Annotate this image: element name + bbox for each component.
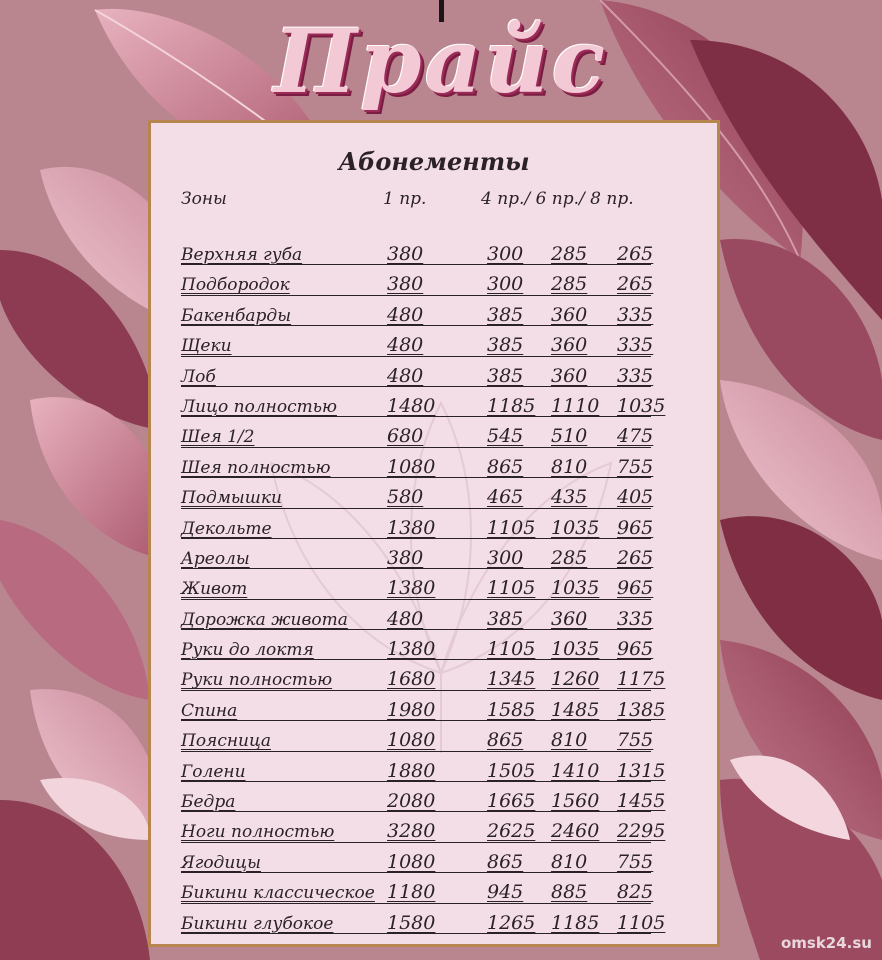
zone-name: Руки полностью bbox=[181, 670, 333, 691]
price-8: 405 bbox=[617, 486, 654, 509]
price-single: 1380 bbox=[387, 577, 436, 600]
price-8: 1175 bbox=[617, 668, 666, 691]
price-4: 1105 bbox=[487, 516, 536, 539]
price-8: 825 bbox=[617, 881, 654, 904]
price-4: 1105 bbox=[487, 638, 536, 661]
price-6: 285 bbox=[551, 273, 588, 296]
price-8: 1035 bbox=[617, 394, 666, 417]
price-6: 1560 bbox=[551, 790, 600, 813]
price-6: 360 bbox=[551, 303, 588, 326]
price-4: 1585 bbox=[487, 698, 536, 721]
price-6: 360 bbox=[551, 334, 588, 357]
price-8: 1315 bbox=[617, 759, 666, 782]
price-6: 510 bbox=[551, 425, 588, 448]
price-row bbox=[151, 697, 717, 727]
price-4: 300 bbox=[487, 273, 524, 296]
price-4: 1665 bbox=[487, 790, 536, 813]
price-row bbox=[151, 423, 717, 453]
section-title: Абонементы bbox=[338, 147, 530, 176]
price-6: 1260 bbox=[551, 668, 600, 691]
price-8: 755 bbox=[617, 729, 654, 752]
price-6: 1185 bbox=[551, 911, 600, 934]
price-8: 965 bbox=[617, 577, 654, 600]
price-single: 2080 bbox=[387, 790, 436, 813]
price-8: 755 bbox=[617, 850, 654, 873]
zone-name: Дорожка живота bbox=[181, 609, 348, 630]
price-row bbox=[151, 363, 717, 393]
price-6: 1035 bbox=[551, 516, 600, 539]
price-single: 380 bbox=[387, 243, 424, 265]
price-4: 865 bbox=[487, 850, 524, 873]
price-row bbox=[151, 302, 717, 332]
price-8: 335 bbox=[617, 364, 654, 387]
price-single: 3280 bbox=[387, 820, 436, 843]
price-list bbox=[151, 241, 717, 940]
price-6: 2460 bbox=[551, 820, 600, 843]
site-watermark: omsk24.su bbox=[780, 934, 872, 952]
price-4: 385 bbox=[487, 607, 524, 630]
price-row bbox=[151, 393, 717, 423]
header-subscriptions: 4 пр./ 6 пр./ 8 пр. bbox=[481, 189, 634, 209]
price-row bbox=[151, 241, 717, 271]
price-6: 810 bbox=[551, 850, 588, 873]
price-6: 885 bbox=[551, 881, 588, 904]
header-single: 1 пр. bbox=[383, 189, 427, 209]
zone-name: Голени bbox=[181, 761, 246, 782]
price-single: 480 bbox=[387, 364, 424, 387]
zone-name: Ноги полностью bbox=[181, 822, 335, 843]
zone-name: Шея полностью bbox=[181, 457, 331, 478]
price-row bbox=[151, 575, 717, 605]
price-4: 385 bbox=[487, 303, 524, 326]
page-title: Прайс bbox=[273, 9, 609, 113]
price-single: 1980 bbox=[387, 698, 436, 721]
price-row bbox=[151, 271, 717, 301]
zone-name: Декольте bbox=[181, 518, 272, 539]
price-4: 1345 bbox=[487, 668, 536, 691]
zone-name: Живот bbox=[181, 579, 248, 600]
price-6: 1035 bbox=[551, 638, 600, 661]
zone-name: Руки до локтя bbox=[181, 640, 314, 661]
zone-name: Спина bbox=[181, 700, 238, 721]
price-6: 285 bbox=[551, 546, 588, 569]
price-8: 335 bbox=[617, 607, 654, 630]
zone-name: Ареолы bbox=[181, 548, 250, 569]
price-4: 385 bbox=[487, 364, 524, 387]
zone-name: Подмышки bbox=[181, 488, 282, 509]
price-single: 1080 bbox=[387, 850, 436, 873]
price-row bbox=[151, 758, 717, 788]
price-4: 385 bbox=[487, 334, 524, 357]
price-row bbox=[151, 788, 717, 818]
price-row bbox=[151, 545, 717, 575]
price-6: 1410 bbox=[551, 759, 600, 782]
price-4: 2625 bbox=[487, 820, 536, 843]
price-single: 580 bbox=[387, 486, 424, 509]
price-single: 1080 bbox=[387, 455, 436, 478]
zone-name: Бедра bbox=[181, 792, 236, 813]
price-6: 810 bbox=[551, 729, 588, 752]
price-row bbox=[151, 454, 717, 484]
price-4: 865 bbox=[487, 455, 524, 478]
price-single: 1180 bbox=[387, 881, 436, 904]
price-4: 1505 bbox=[487, 759, 536, 782]
price-8: 755 bbox=[617, 455, 654, 478]
price-4: 545 bbox=[487, 425, 524, 448]
zone-name: Бакенбарды bbox=[181, 305, 292, 326]
price-6: 1485 bbox=[551, 698, 600, 721]
price-4: 1185 bbox=[487, 394, 536, 417]
price-single: 480 bbox=[387, 303, 424, 326]
zone-name: Лицо полностью bbox=[181, 396, 337, 417]
price-6: 360 bbox=[551, 364, 588, 387]
price-row bbox=[151, 910, 717, 940]
price-single: 480 bbox=[387, 334, 424, 357]
price-single: 1680 bbox=[387, 668, 436, 691]
price-single: 1380 bbox=[387, 638, 436, 661]
price-6: 285 bbox=[551, 243, 588, 265]
zone-name: Бикини классическое bbox=[181, 883, 375, 904]
price-4: 465 bbox=[487, 486, 524, 509]
price-8: 265 bbox=[617, 273, 654, 296]
price-single: 380 bbox=[387, 546, 424, 569]
price-8: 1385 bbox=[617, 698, 666, 721]
price-6: 360 bbox=[551, 607, 588, 630]
zone-name: Щеки bbox=[181, 336, 232, 357]
price-row bbox=[151, 515, 717, 545]
price-8: 335 bbox=[617, 334, 654, 357]
price-8: 2295 bbox=[617, 820, 666, 843]
price-4: 1265 bbox=[487, 911, 536, 934]
zone-name: Ягодицы bbox=[181, 852, 261, 873]
price-row bbox=[151, 484, 717, 514]
price-6: 810 bbox=[551, 455, 588, 478]
price-single: 1880 bbox=[387, 759, 436, 782]
price-8: 1455 bbox=[617, 790, 666, 813]
price-4: 300 bbox=[487, 243, 524, 265]
price-8: 335 bbox=[617, 303, 654, 326]
price-row bbox=[151, 727, 717, 757]
price-6: 1035 bbox=[551, 577, 600, 600]
price-8: 1105 bbox=[617, 911, 666, 934]
price-8: 265 bbox=[617, 243, 654, 265]
price-4: 1105 bbox=[487, 577, 536, 600]
price-4: 945 bbox=[487, 881, 524, 904]
zone-name: Верхняя губа bbox=[181, 245, 303, 265]
price-6: 1110 bbox=[551, 394, 600, 417]
zone-name: Подбородок bbox=[181, 275, 290, 296]
price-6: 435 bbox=[551, 486, 588, 509]
price-single: 1580 bbox=[387, 911, 436, 934]
price-card bbox=[148, 120, 720, 947]
price-single: 1380 bbox=[387, 516, 436, 539]
price-8: 965 bbox=[617, 516, 654, 539]
zone-name: Лоб bbox=[181, 366, 216, 387]
price-single: 1480 bbox=[387, 394, 436, 417]
price-row bbox=[151, 849, 717, 879]
price-single: 480 bbox=[387, 607, 424, 630]
price-4: 865 bbox=[487, 729, 524, 752]
zone-name: Бикини глубокое bbox=[181, 913, 334, 934]
price-single: 380 bbox=[387, 273, 424, 296]
price-row bbox=[151, 636, 717, 666]
price-row bbox=[151, 879, 717, 909]
price-row bbox=[151, 606, 717, 636]
price-4: 300 bbox=[487, 546, 524, 569]
price-8: 965 bbox=[617, 638, 654, 661]
price-single: 1080 bbox=[387, 729, 436, 752]
price-row bbox=[151, 818, 717, 848]
header-zones: Зоны bbox=[181, 189, 227, 209]
price-8: 265 bbox=[617, 546, 654, 569]
price-row bbox=[151, 332, 717, 362]
zone-name: Поясница bbox=[181, 731, 271, 752]
price-8: 475 bbox=[617, 425, 654, 448]
price-single: 680 bbox=[387, 425, 424, 448]
price-row bbox=[151, 666, 717, 696]
zone-name: Шея 1/2 bbox=[181, 427, 255, 448]
